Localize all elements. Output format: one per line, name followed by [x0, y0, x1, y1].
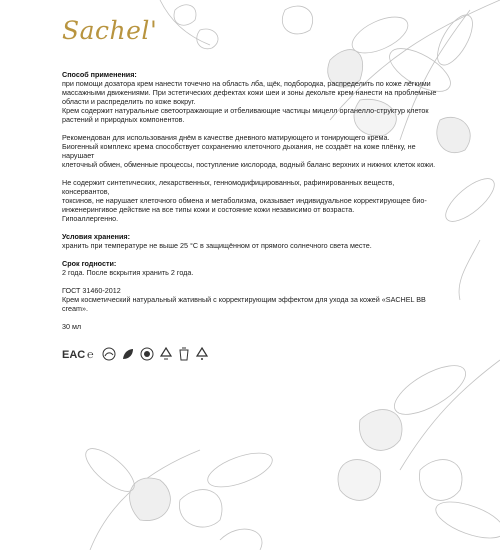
svg-text:℮: ℮: [87, 349, 94, 361]
shelf-life-text: 2 года. После вскрытия хранить 2 года.: [62, 268, 194, 277]
usage-line: области и распределить по коже вокруг.: [62, 97, 196, 106]
brand-logo: [62, 16, 157, 45]
usage-line: массажными движениями. При эстетических дефектах кожи шеи и зоны декольте крем нанести на проблемные: [62, 88, 437, 97]
container-recycle-icon: [178, 347, 190, 361]
recommendation-line: Биогенный комплекс крема способствует сохранению клеточного дыхания, не создаёт на коже плёнку, не нарушает: [62, 142, 416, 160]
eac-mark-icon: [62, 348, 86, 361]
dermatologically-tested-icon: [140, 347, 154, 361]
recycle-sign-icon-2: [195, 347, 209, 361]
composition-line: Гипоаллергенно.: [62, 214, 119, 223]
shelf-life-heading: Срок годности:: [62, 259, 117, 268]
standard-code: ГОСТ 31460-2012: [62, 286, 121, 295]
composition-line: токсинов, не нарушает клеточного обмена и метаболизма, оказывает индивидуальное корректирующее био-: [62, 196, 427, 205]
usage-line: Крем содержит натуральные светоотражающие и отбеливающие частицы мицелл органелло-структур клеток: [62, 106, 429, 115]
recycle-sign-icon: [159, 347, 173, 361]
volume: 30 мл: [62, 322, 82, 331]
product-description: [62, 70, 442, 331]
usage-line: растений и природных компонентов.: [62, 115, 185, 124]
brand-mark: ': [149, 16, 158, 45]
brand-name: Sachel: [62, 16, 150, 45]
estimated-quantity-icon: [85, 348, 97, 360]
svg-text:EAC: EAC: [62, 349, 86, 361]
eco-leaf-icon: [121, 347, 135, 361]
usage-heading: Способ применения:: [62, 70, 137, 79]
standard-text: Крем косметический натуральный жативный с корректирующим эффектом для ухода за кожей «SACHEL BB cream».: [62, 295, 426, 313]
composition-line: инженерингивое действие на все типы кожи и состояние кожи независимо от возраста.: [62, 205, 355, 214]
storage-text: хранить при температуре не выше 25 °С в защищённом от прямого солнечного света месте.: [62, 241, 372, 250]
certification-icons: [62, 347, 209, 361]
usage-line: при помощи дозатора крем нанести точечно на область лба, щёк, подбородка, распределить по коже лёгкими: [62, 79, 431, 88]
storage-heading: Условия хранения:: [62, 232, 130, 241]
recommendation-line: клеточный обмен, обменные процессы, поступление кислорода, водный баланс верхних и нижних клеток кожи.: [62, 160, 436, 169]
composition-line: Не содержит синтетических, лекарственных, генномодифицированных, рафинированных веществ, консервантов,: [62, 178, 395, 196]
recommendation-line: Рекомендован для использования днём в качестве дневного матирующего и тонирующего крема.: [62, 133, 390, 142]
not-tested-on-animals-icon: [102, 347, 116, 361]
